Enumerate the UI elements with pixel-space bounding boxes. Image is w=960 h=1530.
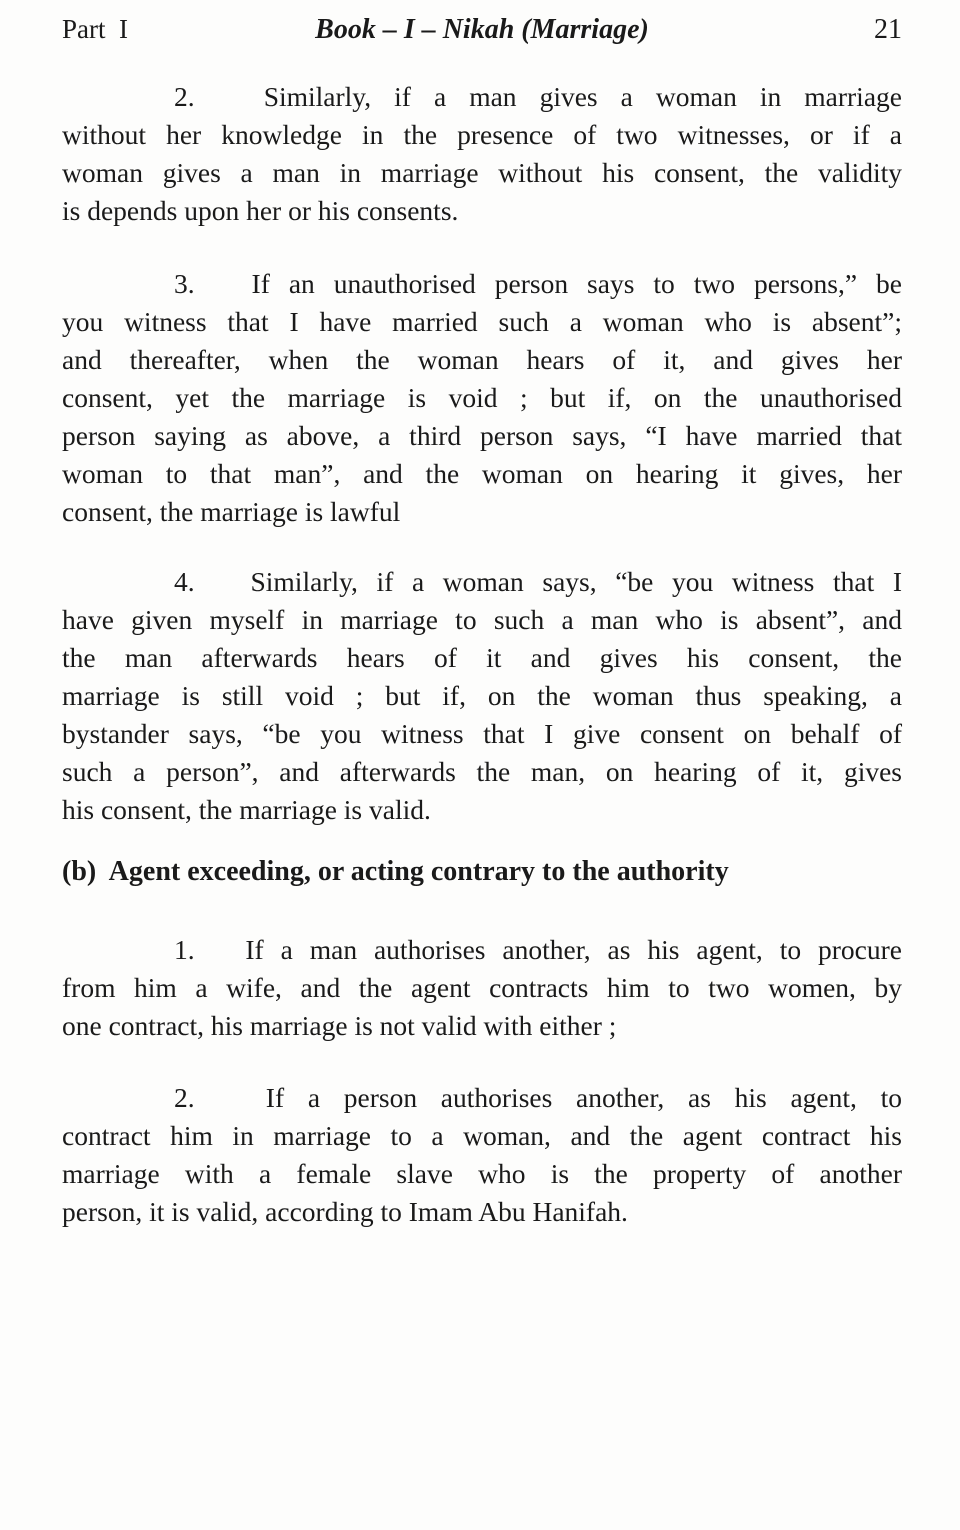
text-line: the man afterwards hears of it and gives his consent, the [62,642,902,673]
text-line: 4. Similarly, if a woman says, “be you witness that I [174,566,902,597]
text-line: marriage with a female slave who is the property of another [62,1158,902,1189]
text-line: consent, yet the marriage is void ; but if, on the unauthorised [62,382,902,413]
text-line: is depends upon her or his consents. [62,195,459,226]
text-line: such a person”, and afterwards the man, on hearing of it, gives [62,756,902,787]
paragraph-2 [62,78,902,230]
section-b-heading: (b) Agent exceeding, or acting contrary to the authority [62,856,729,887]
text-line: marriage is still void ; but if, on the woman thus speaking, a [62,680,902,711]
page-number: 21 [874,14,902,45]
text-line: bystander says, “be you witness that I give consent on behalf of [62,718,902,749]
text-line: 2. Similarly, if a man gives a woman in marriage [174,81,902,112]
text-line: 2. If a person authorises another, as his agent, to [174,1082,902,1113]
text-line: contract him in marriage to a woman, and the agent contract his [62,1120,902,1151]
text-line: 1. If a man authorises another, as his agent, to procure [174,934,902,965]
text-line: you witness that I have married such a woman who is absent”; [62,306,902,337]
page-header [62,10,902,49]
part-label: Part I [62,14,128,44]
paragraph-3 [62,265,902,531]
text-line: without her knowledge in the presence of two witnesses, or if a [62,119,902,150]
text-line: woman gives a man in marriage without his consent, the validity [62,157,902,188]
text-line: have given myself in marriage to such a man who is absent”, and [62,604,902,635]
section-b-paragraph-2 [62,1079,902,1231]
text-line: from him a wife, and the agent contracts him to two women, by [62,972,902,1003]
text-line: one contract, his marriage is not valid with either ; [62,1010,617,1041]
text-line: his consent, the marriage is valid. [62,794,431,825]
section-b-paragraph-1 [62,931,902,1045]
text-line: 3. If an unauthorised person says to two persons,” be [174,268,902,299]
book-title: Book – I – Nikah (Marriage) [315,14,649,45]
text-line: woman to that man”, and the woman on hearing it gives, her [62,458,902,489]
text-line: person saying as above, a third person says, “I have married that [62,420,902,451]
paragraph-4 [62,563,902,829]
text-line: and thereafter, when the woman hears of it, and gives her [62,344,902,375]
text-line: consent, the marriage is lawful [62,496,401,527]
text-line: person, it is valid, according to Imam Abu Hanifah. [62,1196,628,1227]
